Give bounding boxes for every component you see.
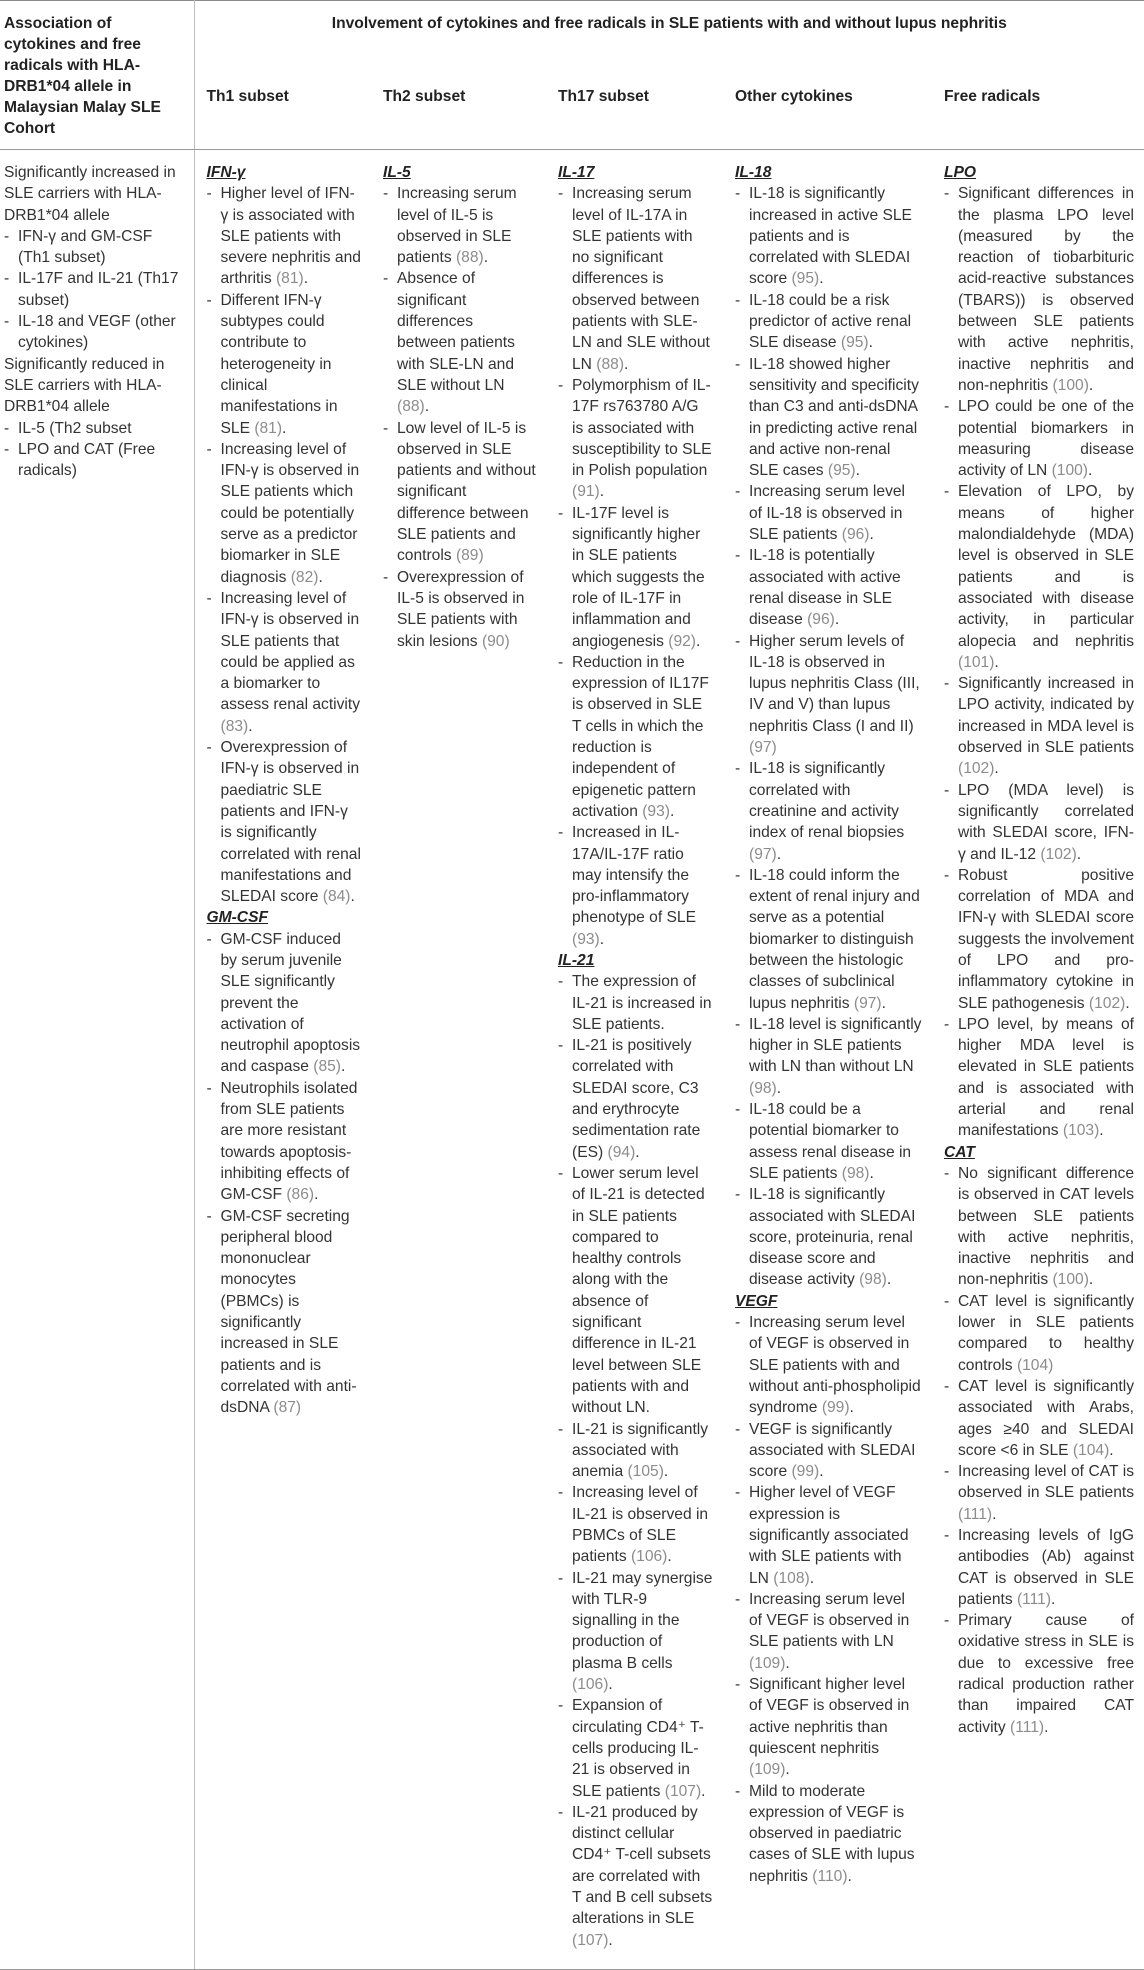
citation-ref[interactable]: (94) — [607, 1143, 636, 1161]
item-text: . — [819, 270, 824, 288]
item-text: . — [350, 888, 355, 906]
item-text: . — [1088, 462, 1093, 480]
citation-ref[interactable]: (102) — [1088, 994, 1126, 1012]
citation-ref[interactable]: (98) — [859, 1271, 887, 1289]
list-item — [944, 1610, 1134, 1738]
citation-ref[interactable]: (109) — [749, 1761, 786, 1779]
item-text: . — [886, 1271, 892, 1289]
citation-ref[interactable]: (97) — [853, 994, 882, 1012]
item-text: . — [282, 419, 287, 437]
list-item — [207, 1206, 362, 1419]
item-text: LPO could be one of the potential biomarkers in measuring disease activity of LN — [958, 398, 1135, 480]
item-text: . — [1044, 1718, 1049, 1736]
citation-ref[interactable]: (107) — [572, 1931, 609, 1949]
list-item — [735, 1184, 922, 1290]
item-text: . — [1109, 1441, 1114, 1459]
item-text: Neutrophils isolated from SLE patients are more resistant towards apoptosis-inhibiting effects of GM-CSF — [220, 1079, 358, 1204]
item-text: . — [868, 334, 873, 352]
list-item — [383, 418, 536, 567]
item-text: . — [869, 526, 874, 544]
citation-ref[interactable]: (97) — [749, 845, 777, 863]
list-item — [735, 758, 922, 864]
item-text: . — [314, 1186, 319, 1204]
item-text: . — [669, 802, 675, 820]
list-item — [207, 183, 362, 289]
list-item — [944, 1163, 1134, 1291]
citation-ref[interactable]: (98) — [841, 1164, 870, 1182]
citation-ref[interactable]: (85) — [313, 1058, 341, 1076]
item-text: . — [1088, 1271, 1094, 1289]
table-row — [0, 150, 1144, 1970]
item-text: . — [1088, 376, 1094, 394]
citation-ref[interactable]: (95) — [840, 334, 869, 352]
item-text: . — [1076, 845, 1082, 863]
th2-cell — [371, 150, 546, 1970]
citation-ref[interactable]: (88) — [596, 355, 625, 373]
item-text: IL-17F level is significantly higher in SLE patients which suggests the role of IL-17F in inflammation and angiogenesis — [572, 504, 705, 650]
other-cytokines-cell — [723, 150, 932, 1970]
list-item — [735, 354, 922, 482]
list-item — [944, 1376, 1134, 1461]
list-item — [944, 780, 1134, 865]
citation-ref[interactable]: (81) — [254, 419, 283, 437]
list-item — [944, 1014, 1134, 1142]
item-text: Significant higher level of VEGF is observed in active nephritis than quiescent nephritis — [749, 1676, 910, 1757]
th1-cell — [194, 150, 371, 1970]
citation-ref[interactable]: (106) — [630, 1548, 668, 1566]
item-text: . — [1051, 1590, 1056, 1608]
citation-ref[interactable]: (106) — [572, 1676, 609, 1694]
free-radicals-cell — [932, 150, 1144, 1970]
item-text: Increasing level of IFN-γ is observed in SLE patients that could be applied as a biomarker to assess renal activity — [220, 589, 361, 714]
th17-subset-header: Th17 subset — [546, 82, 723, 150]
section-list — [558, 971, 713, 1951]
section-title: CAT — [944, 1143, 975, 1161]
section-title: IL-21 — [558, 951, 595, 969]
citation-ref[interactable]: (100) — [1051, 462, 1088, 480]
citation-ref[interactable]: (111) — [958, 1505, 993, 1523]
section-title: IL-17 — [558, 164, 595, 181]
list-item — [207, 737, 362, 907]
item-text: . — [608, 1676, 613, 1694]
item-text: . — [318, 568, 323, 586]
item-text: . — [1125, 994, 1130, 1012]
citation-ref[interactable]: (111) — [1010, 1718, 1045, 1736]
free-radicals-header: Free radicals — [932, 82, 1144, 150]
list-item — [735, 1099, 922, 1184]
list-item — [558, 375, 713, 503]
citation-ref[interactable]: (86) — [286, 1186, 315, 1204]
list-item — [207, 588, 362, 737]
item-text: IL-18 is potentially associated with active renal disease in SLE disease — [749, 547, 901, 629]
list-item — [944, 396, 1134, 481]
item-text: . — [599, 930, 605, 948]
item-text: . — [667, 1548, 672, 1566]
item-text: . — [881, 994, 886, 1012]
list-item — [735, 183, 922, 289]
item-text: GM-CSF secreting peripheral blood mononuclear monocytes (PBMCs) is significantly increased in SLE patients and is correlated with anti-dsDNA — [220, 1207, 357, 1417]
item-text: IL-18 is significantly correlated with creatinine and activity index of renal biopsies — [749, 760, 905, 842]
item-text: Increasing serum level of VEGF is observed in SLE patients with LN — [749, 1590, 910, 1651]
item-text: . — [869, 1164, 874, 1182]
list-item — [735, 631, 922, 759]
citation-ref[interactable]: (82) — [290, 568, 319, 586]
citation-ref[interactable]: (99) — [821, 1399, 850, 1417]
item-text: . — [994, 760, 999, 778]
citation-ref[interactable]: (101) — [958, 653, 995, 671]
citation-ref[interactable]: (81) — [275, 270, 304, 288]
list-item — [735, 545, 922, 630]
citation-ref[interactable]: (83) — [220, 717, 249, 735]
citation-ref[interactable]: (89) — [455, 547, 484, 565]
list-item — [735, 1419, 922, 1483]
reduced-heading: Significantly reduced in SLE carriers with HLA-DRB1*04 allele — [4, 355, 165, 416]
list-item — [383, 183, 536, 268]
list-item — [558, 1482, 713, 1567]
section-list — [207, 183, 362, 907]
list-item — [558, 1695, 713, 1801]
item-text: Increased in IL-17A/IL-17F ratio may intensify the pro-inflammatory phenotype of SLE — [572, 824, 696, 927]
list-item — [735, 1781, 922, 1887]
item-text: VEGF is significantly associated with SLEDAI score — [749, 1420, 916, 1481]
list-item — [735, 1014, 922, 1099]
section-title: VEGF — [735, 1292, 778, 1310]
section-list — [735, 183, 922, 1290]
section-list — [558, 183, 713, 950]
item-text: LPO (MDA level) is significantly correlated with SLEDAI score, IFN-γ and IL-12 — [958, 781, 1135, 863]
item-text: Increasing serum level of VEGF is observed in SLE patients with and without anti-phospholipid syndrome — [749, 1314, 921, 1417]
section-title: IL-5 — [383, 164, 411, 181]
citation-ref[interactable]: (107) — [664, 1782, 702, 1800]
citation-ref[interactable]: (109) — [749, 1654, 786, 1672]
list-item — [558, 822, 713, 950]
item-text: IL-21 is significantly associated with anemia — [572, 1420, 709, 1481]
item-text: . — [834, 611, 840, 629]
item-text: . — [776, 845, 782, 863]
list-item: - IFN-γ and GM-CSF (Th1 subset) — [4, 226, 186, 269]
increased-heading: Significantly increased in SLE carriers with HLA-DRB1*04 allele — [4, 164, 176, 224]
reduced-list — [4, 418, 186, 482]
item-text: Increasing serum level of IL-17A in SLE patients with no significant differences is observed between patients with SLE-LN and SLE without LN — [572, 185, 710, 373]
citation-ref[interactable]: (98) — [749, 1079, 777, 1097]
item-text: . — [624, 355, 629, 373]
item-text: Primary cause of oxidative stress in SLE is due to excessive free radical production rather than impaired CAT activity — [958, 1612, 1135, 1736]
item-text: Robust positive correlation of MDA and IFN-γ with SLEDAI score suggests the involvement of LPO and pro-inflammatory cytokine in SLE pathogenesis — [958, 866, 1135, 1012]
item-text: Overexpression of IL-5 is observed in SLE patients with skin lesions — [397, 568, 525, 650]
section-list — [735, 1312, 922, 1887]
item-text: The expression of IL-21 is increased in SLE patients. — [572, 973, 712, 1033]
list-item — [558, 652, 713, 822]
item-text: Different IFN-γ subtypes could contribute to heterogeneity in clinical manifestations in SLE — [220, 291, 338, 437]
list-item — [558, 1163, 713, 1419]
item-text: Low level of IL-5 is observed in SLE patients and without significant difference between SLE patients and controls — [397, 419, 536, 565]
association-column-header: Association of cytokines and free radicals with HLA-DRB1*04 allele in Malaysian Malay SLE Cohort — [0, 1, 194, 150]
list-item — [944, 673, 1134, 779]
item-text: Significantly increased in LPO activity, indicated by increased in MDA level is observed in SLE patients — [958, 675, 1135, 757]
list-item — [558, 183, 713, 375]
list-item — [944, 481, 1134, 673]
item-text: Increasing serum level of IL-18 is observed in SLE patients — [749, 483, 906, 544]
item-text: . — [785, 1654, 790, 1672]
citation-ref[interactable]: (92) — [668, 632, 696, 650]
list-item — [207, 1078, 362, 1206]
citation-ref[interactable]: (96) — [807, 611, 835, 629]
list-item: - LPO and CAT (Free radicals) — [4, 439, 186, 482]
list-item — [944, 865, 1134, 1014]
citation-ref[interactable]: (104) — [1016, 1356, 1054, 1374]
list-item — [735, 1482, 922, 1588]
citation-ref[interactable]: (102) — [1040, 845, 1077, 863]
section-title: GM-CSF — [206, 909, 268, 927]
item-text: IL-21 may synergise with TLR-9 signalling in the production of plasma B cells — [572, 1569, 713, 1672]
citation-ref[interactable]: (84) — [322, 888, 351, 906]
item-text: . — [424, 398, 430, 416]
item-text: . — [992, 1505, 997, 1523]
item-text: Reduction in the expression of IL17F is observed in SLE T cells in which the reduction is independent of epigenetic pattern activation — [572, 653, 709, 820]
list-item — [735, 290, 922, 354]
citation-ref[interactable]: (97) — [749, 739, 777, 757]
item-text: . — [994, 653, 999, 671]
other-cytokines-header: Other cytokines — [723, 82, 932, 150]
citation-ref[interactable]: (110) — [812, 1867, 848, 1885]
item-text: . — [847, 1867, 852, 1885]
item-text: CAT level is significantly associated with Arabs, ages ≥40 and SLEDAI score <6 in SLE — [958, 1377, 1135, 1459]
list-item — [558, 1419, 713, 1483]
citation-ref[interactable]: (91) — [572, 483, 600, 501]
item-text: Increasing level of CAT is observed in SLE patients — [958, 1463, 1135, 1502]
section-list — [383, 183, 536, 652]
item-text: Higher level of VEGF expression is significantly associated with SLE patients with LN — [749, 1484, 909, 1587]
item-text: . — [303, 270, 309, 288]
section-title: IFN-γ — [206, 164, 246, 181]
item-text: GM-CSF induced by serum juvenile SLE significantly prevent the activation of neutrophil apoptosis and caspase — [220, 930, 361, 1076]
citation-ref[interactable]: (95) — [827, 462, 856, 480]
list-item — [207, 929, 362, 1078]
item-text: . — [855, 462, 860, 480]
citation-ref[interactable]: (93) — [642, 802, 670, 820]
item-text: Expansion of circulating CD4⁺ T-cells producing IL-21 is observed in SLE patients — [572, 1697, 704, 1800]
list-item — [735, 865, 922, 1014]
item-text: IL-18 could inform the extent of renal injury and serve as a potential biomarker to distinguish between the histologic classes of subclinical lupus nephritis — [749, 866, 920, 1012]
list-item — [558, 1035, 713, 1163]
item-text: CAT level is significantly lower in SLE patients compared to healthy controls — [958, 1292, 1135, 1374]
section-title: LPO — [944, 164, 977, 181]
item-text: . — [695, 632, 701, 650]
section-title: IL-18 — [735, 164, 772, 181]
list-item — [558, 1568, 713, 1696]
citation-ref[interactable]: (108) — [773, 1569, 810, 1587]
citation-ref[interactable]: (100) — [1052, 376, 1089, 394]
list-item — [207, 290, 362, 439]
list-item: - IL-18 and VEGF (other cytokines) — [4, 311, 186, 354]
item-text: Absence of significant differences between patients with SLE-LN and SLE without LN — [397, 270, 515, 394]
list-item — [735, 1312, 922, 1418]
item-text: Increasing level of IFN-γ is observed in SLE patients which could be potentially serve as a predictor biomarker in SLE diagnosis — [220, 440, 360, 586]
item-text: . — [635, 1143, 640, 1161]
item-text: Higher serum levels of IL-18 is observed in lupus nephritis Class (III, IV and V) than lupus nephritis Class (I and II) — [749, 632, 920, 735]
item-text: Mild to moderate expression of VEGF is observed in paediatric cases of SLE with lupus nephritis — [749, 1782, 915, 1885]
item-text: . — [599, 483, 605, 501]
citation-ref[interactable]: (100) — [1052, 1271, 1089, 1289]
citation-ref[interactable]: (99) — [791, 1463, 820, 1481]
list-item: - IL-5 (Th2 subset — [4, 418, 186, 439]
citation-ref[interactable]: (104) — [1072, 1441, 1110, 1459]
item-text: IL-21 produced by distinct cellular CD4⁺ T-cell subsets are correlated with T and B cell subsets alterations in SLE — [572, 1803, 713, 1928]
item-text: . — [483, 249, 489, 267]
list-item — [558, 1802, 713, 1951]
list-item — [944, 1291, 1134, 1376]
item-text: Higher level of IFN-γ is associated with SLE patients with severe nephritis and arthritis — [220, 185, 361, 288]
item-text: . — [819, 1463, 824, 1481]
item-text: IL-18 could be a risk predictor of active renal SLE disease — [749, 291, 912, 352]
item-text: . — [849, 1399, 854, 1417]
list-item — [735, 481, 922, 545]
item-text: . — [248, 717, 253, 735]
item-text: . — [341, 1058, 346, 1076]
section-list — [207, 929, 362, 1419]
citation-ref[interactable]: (90) — [481, 632, 510, 650]
item-text: IL-18 could be a potential biomarker to assess renal disease in SLE patients — [749, 1101, 912, 1182]
item-text: IL-18 is significantly associated with SLEDAI score, proteinuria, renal disease score and disease activity — [749, 1186, 916, 1289]
item-text: Overexpression of IFN-γ is observed in paediatric SLE patients and IFN-γ is significantly correlated with renal manifestations and SLEDAI score — [220, 739, 361, 906]
list-item — [944, 183, 1134, 396]
citation-ref[interactable]: (87) — [273, 1399, 302, 1417]
association-cell — [0, 150, 194, 1970]
list-item — [944, 1525, 1134, 1610]
citation-ref[interactable]: (93) — [572, 930, 600, 948]
item-text: IL-21 is positively correlated with SLEDAI score, C3 and erythrocyte sedimentation rate (ES) — [572, 1037, 701, 1161]
item-text: Elevation of LPO, by means of higher malondialdehyde (MDA) level is observed in SLE patients and is associated with disease activity, in particular alopecia and nephritis — [958, 483, 1135, 650]
th2-subset-header: Th2 subset — [371, 82, 546, 150]
list-item — [207, 439, 362, 588]
item-text: IL-18 showed higher sensitivity and specificity than C3 and anti-dsDNA in predicting active renal and active non-renal SLE cases — [749, 355, 919, 480]
item-text: . — [701, 1782, 706, 1800]
item-text: . — [809, 1569, 815, 1587]
item-text: Increasing serum level of IL-5 is observed in SLE patients — [397, 185, 517, 267]
item-text: Increasing levels of IgG antibodies (Ab) against CAT is observed in SLE patients — [958, 1527, 1135, 1608]
th17-cell — [546, 150, 723, 1970]
citation-ref[interactable]: (105) — [627, 1463, 664, 1481]
list-item — [383, 268, 536, 417]
item-text: Lower serum level of IL-21 is detected in SLE patients compared to healthy controls along with the absence of significant difference in IL-21 level between SLE patients with and without LN. — [572, 1164, 705, 1417]
list-item — [558, 503, 713, 652]
item-text: . — [785, 1761, 790, 1779]
item-text: IL-18 level is significantly higher in SLE patients with LN than without LN — [749, 1015, 922, 1076]
list-item — [944, 1461, 1134, 1525]
item-text: Polymorphism of IL-17F rs763780 A/G is associated with susceptibility to SLE in Polish population — [572, 376, 712, 480]
item-text: . — [608, 1931, 613, 1949]
list-item: - IL-17F and IL-21 (Th17 subset) — [4, 268, 186, 311]
citation-ref[interactable]: (95) — [791, 270, 820, 288]
item-text: Increasing level of IL-21 is observed in PBMCs of SLE patients — [572, 1484, 709, 1566]
item-text: LPO level, by means of higher MDA level is elevated in SLE patients and is associated with arterial and renal manifestations — [958, 1015, 1135, 1140]
citation-ref[interactable]: (102) — [958, 760, 995, 778]
item-text: . — [776, 1079, 782, 1097]
th1-subset-header: Th1 subset — [194, 82, 371, 150]
citation-ref[interactable]: (103) — [1062, 1122, 1100, 1140]
list-item — [735, 1589, 922, 1674]
item-text: . — [663, 1463, 669, 1481]
increased-list — [4, 226, 186, 354]
list-item — [735, 1674, 922, 1780]
item-text: Significant differences in the plasma LPO level (measured by the reaction of tiobarbituric acid-reactive substances (TBARS)) is observed between SLE patients with active nephritis, inactive nephritis and non-nephritis — [958, 185, 1135, 394]
item-text: . — [1099, 1122, 1104, 1140]
citation-ref[interactable]: (96) — [841, 526, 870, 544]
section-list — [944, 183, 1134, 1141]
item-text: No significant difference is observed in CAT levels between SLE patients with active nephritis, inactive nephritis and non-nephritis — [958, 1164, 1135, 1289]
list-item — [383, 567, 536, 652]
section-list — [944, 1163, 1134, 1738]
citation-ref[interactable]: (111) — [1016, 1590, 1052, 1608]
citation-ref[interactable]: (88) — [455, 249, 484, 267]
item-text: IL-18 is significantly increased in active SLE patients and is correlated with SLEDAI score — [749, 185, 912, 288]
involvement-group-header: Involvement of cytokines and free radicals in SLE patients with and without lupus nephritis — [194, 1, 1144, 82]
citation-ref[interactable]: (88) — [397, 398, 425, 416]
list-item — [558, 971, 713, 1035]
